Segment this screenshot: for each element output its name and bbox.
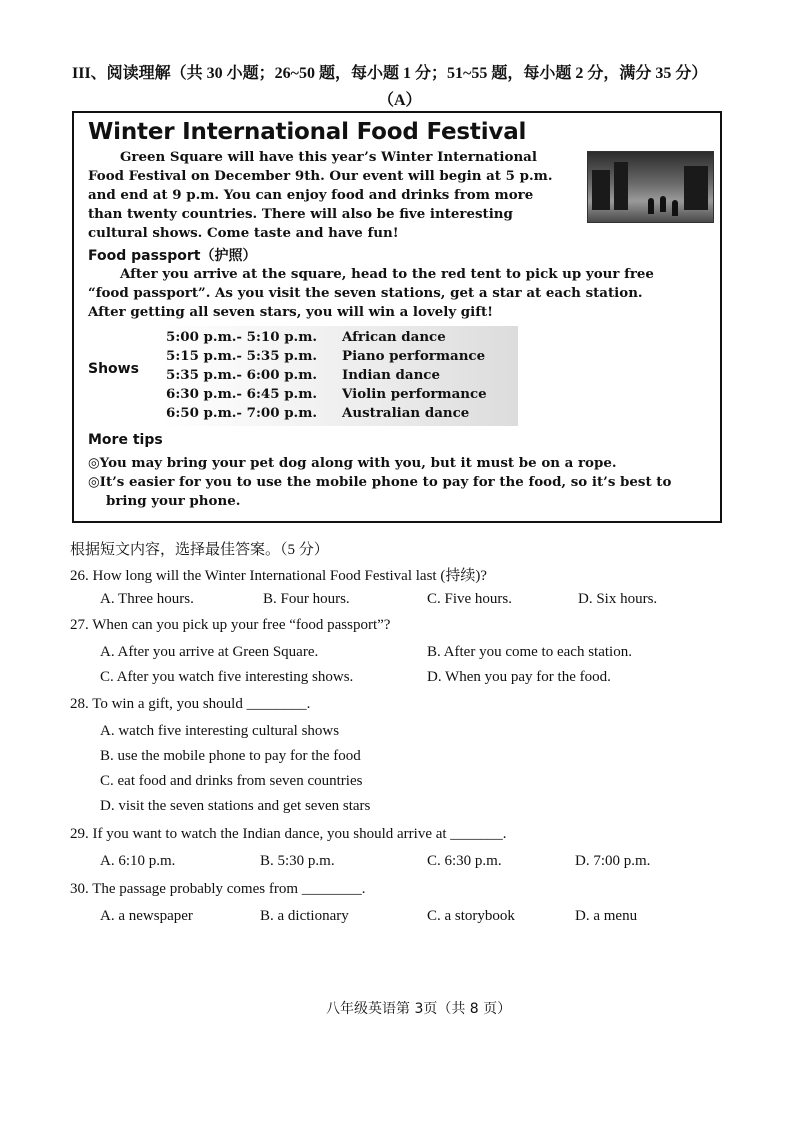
passage-letter: （A） [378, 92, 422, 109]
passport-line: After you arrive at the square, head to the red tent to pick up your free [120, 266, 654, 282]
option-d: D. Six hours. [578, 591, 658, 607]
intro-line: than twenty countries. There will also be five interesting [88, 206, 513, 222]
show-time: 5:35 p.m.- 6:00 p.m. [166, 367, 318, 383]
show-row [166, 405, 469, 421]
option-a: A. a newspaper [100, 908, 193, 924]
option-d: D. 7:00 p.m. [575, 853, 651, 869]
option-a: A. Three hours. [100, 591, 194, 607]
tip-line: bring your phone. [106, 493, 241, 509]
option-b: B. a dictionary [260, 908, 349, 924]
option-c: C. a storybook [427, 908, 515, 924]
option-d: D. When you pay for the food. [427, 669, 611, 685]
passport-line: “food passport”. As you visit the seven stations, get a star at each station. [88, 285, 643, 301]
show-name: Australian dance [342, 405, 470, 421]
festival-photo [587, 151, 714, 223]
option-b: B. After you come to each station. [427, 644, 632, 660]
option-b: B. use the mobile phone to pay for the food [100, 748, 361, 764]
more-tips-heading: More tips [88, 432, 163, 448]
tip-line: ◎You may bring your pet dog along with you, but it must be on a rope. [88, 455, 617, 471]
show-name: Indian dance [342, 367, 440, 383]
show-row [166, 367, 440, 383]
passport-line: After getting all seven stars, you will win a lovely gift! [88, 304, 494, 320]
option-c: C. Five hours. [427, 591, 513, 607]
festival-advertisement [72, 111, 722, 523]
show-time: 6:50 p.m.- 7:00 p.m. [166, 405, 318, 421]
option-b: B. Four hours. [263, 591, 350, 607]
question-27: 27. When can you pick up your free “food passport”? [70, 617, 391, 633]
instruction: 根据短文内容，选择最佳答案。（5 分） [70, 542, 329, 558]
question-26: 26. How long will the Winter International Food Festival last (持续)? [70, 568, 487, 584]
food-passport-heading: Food passport（护照） [88, 248, 257, 264]
question-28: 28. To win a gift, you should ________. [70, 696, 311, 712]
option-d: D. visit the seven stations and get seven stars [100, 798, 371, 814]
shows-label: Shows [88, 361, 139, 377]
tip-line: ◎It’s easier for you to use the mobile phone to pay for the food, so it’s best to [88, 474, 672, 490]
intro-line: and end at 9 p.m. You can enjoy food and drinks from more [88, 187, 534, 203]
shows-schedule [162, 326, 518, 426]
intro-line: Green Square will have this year’s Winter International [120, 149, 537, 165]
show-row [166, 348, 485, 364]
option-c: C. 6:30 p.m. [427, 853, 502, 869]
option-d: D. a menu [575, 908, 638, 924]
question-29: 29. If you want to watch the Indian dance, you should arrive at _______. [70, 826, 507, 842]
option-c: C. eat food and drinks from seven countries [100, 773, 363, 789]
show-time: 6:30 p.m.- 6:45 p.m. [166, 386, 318, 402]
option-b: B. 5:30 p.m. [260, 853, 335, 869]
page-footer: 八年级英语第 3页（共 8 页） [326, 1001, 512, 1017]
option-a: A. 6:10 p.m. [100, 853, 176, 869]
intro-line: Food Festival on December 9th. Our event will begin at 5 p.m. [88, 168, 553, 184]
ad-title: Winter International Food Festival [88, 119, 527, 145]
show-time: 5:15 p.m.- 5:35 p.m. [166, 348, 318, 364]
show-row [166, 329, 446, 345]
section-header: III、阅读理解（共 30 小题；26~50 题，每小题 1 分；51~55 题，每小题 2 分，满分 35 分） [72, 65, 708, 82]
show-name: African dance [342, 329, 446, 345]
show-row [166, 386, 487, 402]
option-a: A. After you arrive at Green Square. [100, 644, 319, 660]
option-c: C. After you watch five interesting shows. [100, 669, 354, 685]
option-a: A. watch five interesting cultural shows [100, 723, 340, 739]
question-30: 30. The passage probably comes from ________. [70, 881, 366, 897]
show-name: Piano performance [342, 348, 486, 364]
show-name: Violin performance [342, 386, 487, 402]
intro-line: cultural shows. Come taste and have fun! [88, 225, 399, 241]
show-time: 5:00 p.m.- 5:10 p.m. [166, 329, 318, 345]
